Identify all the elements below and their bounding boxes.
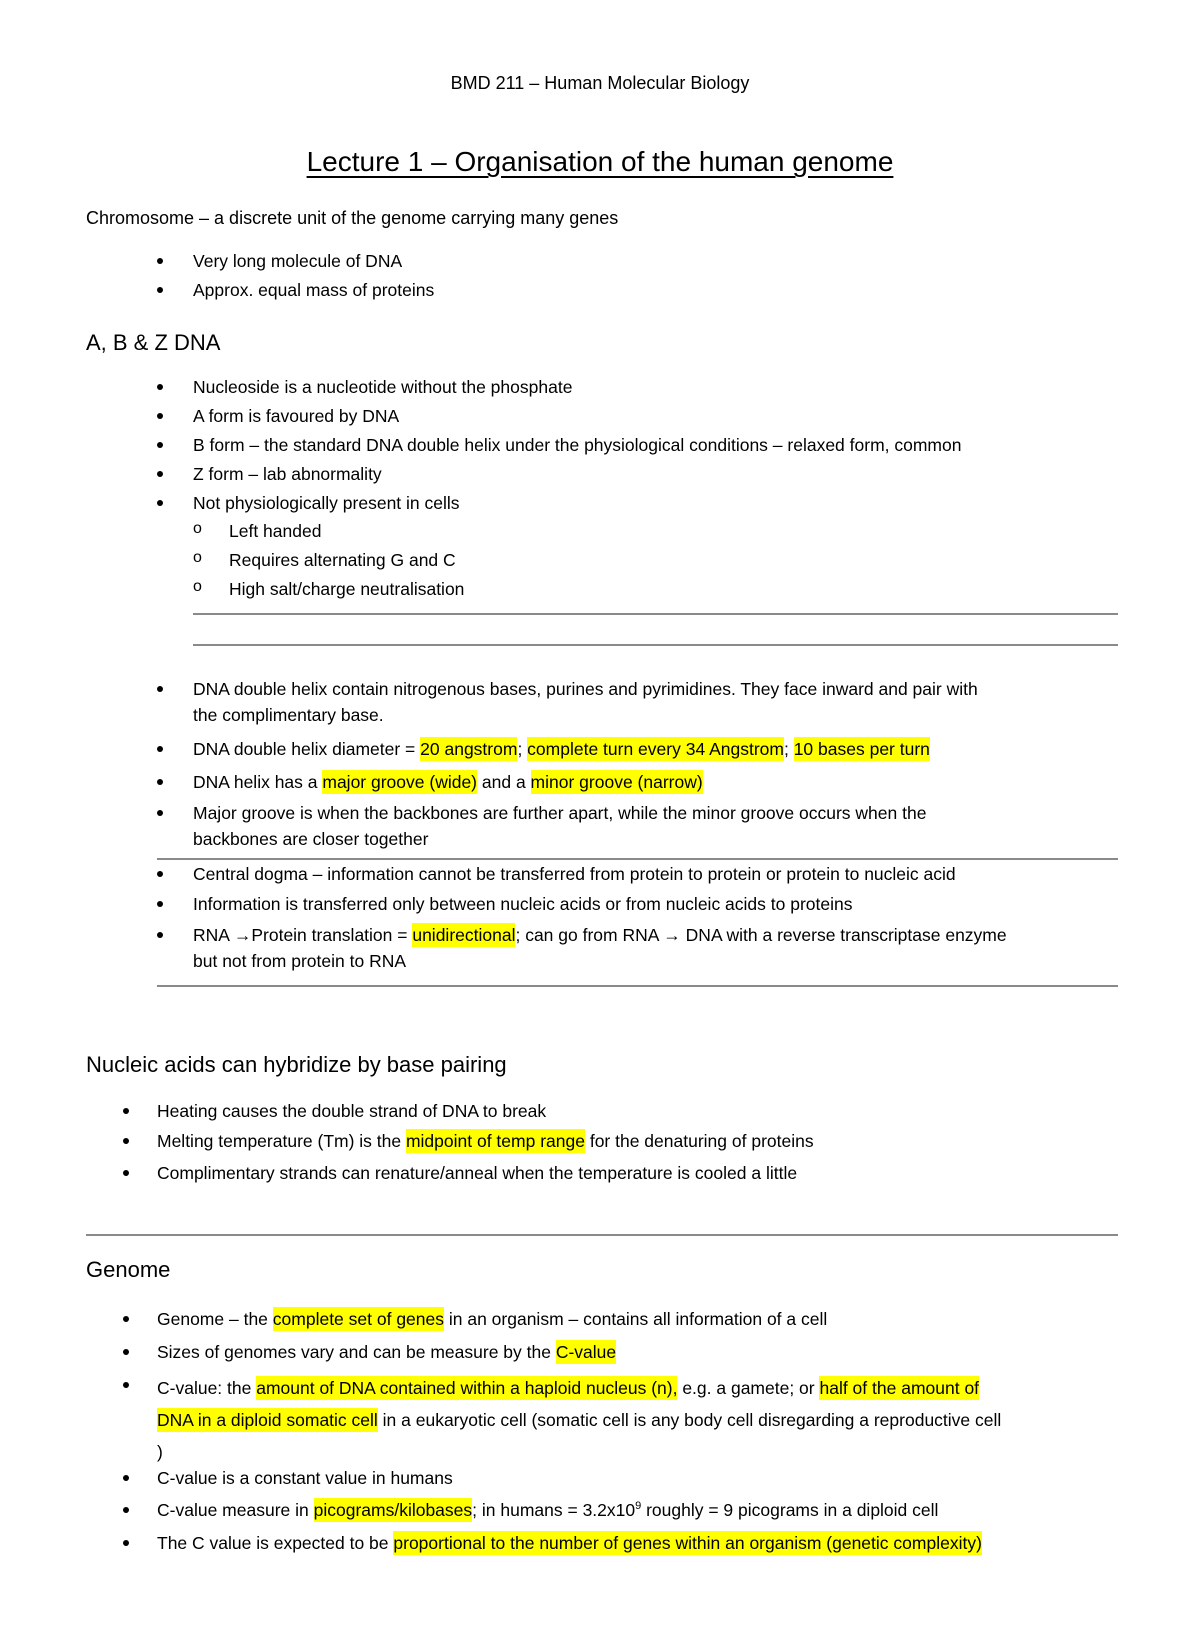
list-item: DNA double helix contain nitrogenous bases, purines and pyrimidines. They face inward and pair with the complimentary base. xyxy=(193,679,978,725)
bullet-icon xyxy=(157,779,163,785)
sub-bullet-icon: o xyxy=(193,520,202,537)
highlight: unidirectional xyxy=(412,925,516,945)
bullet-icon xyxy=(157,471,163,477)
list-item: C-value is a constant value in humans xyxy=(157,1468,453,1488)
bullet-icon xyxy=(157,287,163,293)
highlight: amount of DNA contained within a haploid nucleus (n), xyxy=(256,1378,678,1398)
bullet-icon xyxy=(157,258,163,264)
bullet-icon xyxy=(157,413,163,419)
highlight: proportional to the number of genes within an organism (genetic complexity) xyxy=(393,1533,982,1553)
bullet-icon xyxy=(123,1316,129,1322)
highlight: minor groove (narrow) xyxy=(530,772,703,792)
bullet-icon xyxy=(123,1540,129,1546)
bullet-icon xyxy=(157,746,163,752)
highlight: 10 bases per turn xyxy=(793,739,930,759)
list-item: C-value measure in picograms/kilobases; in humans = $3.2x10^9$ roughly = 9 picograms in a diploid cell xyxy=(157,1500,939,1520)
divider xyxy=(157,985,1118,987)
list-item: Sizes of genomes vary and can be measure by the C-value xyxy=(157,1342,617,1362)
list-item: B form – the standard DNA double helix under the physiological conditions – relaxed form, common xyxy=(193,435,962,455)
bullet-icon xyxy=(123,1138,129,1144)
sub-bullet-icon: o xyxy=(193,549,202,566)
divider xyxy=(86,1234,1118,1236)
bullet-icon xyxy=(157,871,163,877)
list-item: Approx. equal mass of proteins xyxy=(193,280,435,300)
list-item: Genome – the complete set of genes in an organism – contains all information of a cell xyxy=(157,1309,828,1329)
bullet-icon xyxy=(157,901,163,907)
highlight: DNA in a diploid somatic cell xyxy=(157,1410,378,1430)
section-heading-genome: Genome xyxy=(86,1257,171,1282)
sub-bullet-icon: o xyxy=(193,578,202,595)
highlight: complete turn every 34 Angstrom xyxy=(527,739,784,759)
bullet-icon xyxy=(123,1475,129,1481)
section-heading-hybridize: Nucleic acids can hybridize by base pairing xyxy=(86,1052,507,1077)
page-title: Lecture 1 – Organisation of the human genome xyxy=(306,146,894,177)
bullet-icon xyxy=(157,384,163,390)
bullet-icon xyxy=(123,1349,129,1355)
divider xyxy=(157,858,1118,860)
list-item: A form is favoured by DNA xyxy=(193,406,400,426)
list-item: Z form – lab abnormality xyxy=(193,464,382,484)
list-item: RNA →Protein translation = unidirectional; can go from RNA → DNA with a reverse transcriptase enzyme but not from protein to RNA xyxy=(193,925,1007,971)
highlight: half of the amount of xyxy=(819,1378,980,1398)
highlight: C-value xyxy=(555,1342,617,1362)
course-header: BMD 211 – Human Molecular Biology xyxy=(450,73,750,93)
sub-list-item: Requires alternating G and C xyxy=(229,550,456,570)
highlight: complete set of genes xyxy=(272,1309,444,1329)
list-item: Nucleoside is a nucleotide without the phosphate xyxy=(193,377,573,397)
list-item: Very long molecule of DNA xyxy=(193,251,403,271)
bullet-icon xyxy=(157,932,163,938)
list-item: Information is transferred only between nucleic acids or from nucleic acids to proteins xyxy=(193,894,853,914)
list-item: DNA double helix diameter = 20 angstrom; complete turn every 34 Angstrom; 10 bases per turn xyxy=(193,739,930,759)
bullet-icon xyxy=(157,686,163,692)
list-item: Heating causes the double strand of DNA to break xyxy=(157,1101,547,1121)
list-item: DNA helix has a major groove (wide) and a minor groove (narrow) xyxy=(193,772,703,792)
sub-list-item: Left handed xyxy=(229,521,322,541)
highlight: picograms/kilobases xyxy=(313,1500,473,1520)
bullet-icon xyxy=(157,500,163,506)
bullet-icon xyxy=(123,1507,129,1513)
bullet-icon xyxy=(123,1382,129,1388)
bullet-icon xyxy=(157,442,163,448)
highlight: major groove (wide) xyxy=(322,772,478,792)
chromosome-intro: Chromosome – a discrete unit of the genome carrying many genes xyxy=(86,208,619,228)
list-item: Central dogma – information cannot be transferred from protein to protein or protein to nucleic acid xyxy=(193,864,956,884)
list-item: C-value: the amount of DNA contained within a haploid nucleus (n), e.g. a gamete; or half of the amount of DNA in a diploid somatic cell in a eukaryotic cell (somatic cell is any body cell disregarding a reproductive cell ) xyxy=(157,1378,1002,1462)
highlight: 20 angstrom xyxy=(420,739,518,759)
list-item: Not physiologically present in cells xyxy=(193,493,460,513)
list-item: Complimentary strands can renature/anneal when the temperature is cooled a little xyxy=(157,1163,798,1183)
bullet-icon xyxy=(123,1170,129,1176)
bullet-icon xyxy=(157,810,163,816)
highlight: midpoint of temp range xyxy=(405,1131,585,1151)
divider xyxy=(193,644,1118,646)
section-heading-abz: A, B & Z DNA xyxy=(86,330,221,355)
sub-list-item: High salt/charge neutralisation xyxy=(229,579,465,599)
divider xyxy=(193,613,1118,615)
list-item: The C value is expected to be proportional to the number of genes within an organism (genetic complexity) xyxy=(157,1533,982,1553)
list-item: Melting temperature (Tm) is the midpoint of temp range for the denaturing of proteins xyxy=(157,1131,814,1151)
bullet-icon xyxy=(123,1108,129,1114)
list-item: Major groove is when the backbones are further apart, while the minor groove occurs when the backbones are closer together xyxy=(193,803,927,849)
